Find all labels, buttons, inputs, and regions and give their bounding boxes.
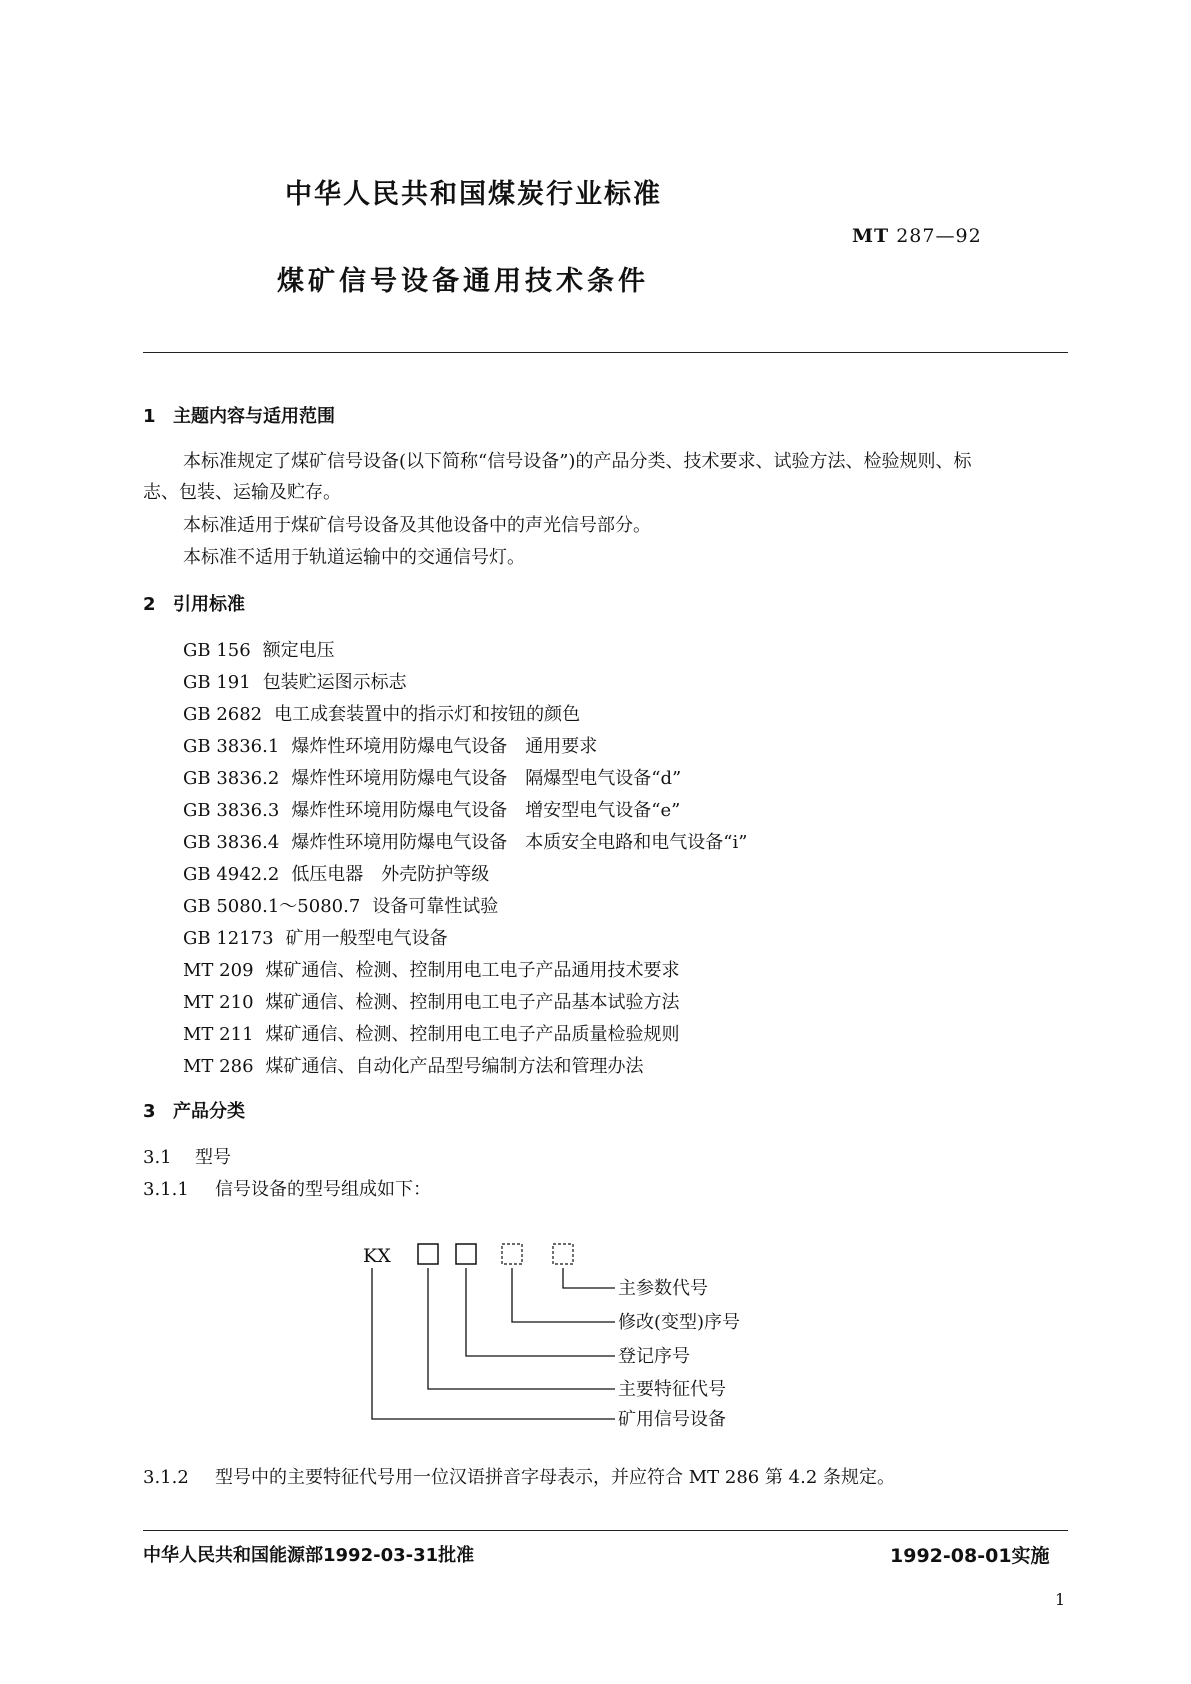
reference-code: GB 3836.3 — [183, 800, 280, 821]
section-1-number: 1 — [143, 406, 156, 427]
section-3-1-2-number: 3.1.2 — [143, 1467, 189, 1488]
reference-code: GB 156 — [183, 640, 251, 661]
approval-line: 中华人民共和国能源部1992-03-31批准 — [143, 1545, 475, 1566]
section-1-para-3: 本标准不适用于轨道运输中的交通信号灯。 — [183, 547, 525, 568]
reference-code: GB 12173 — [183, 928, 274, 949]
section-3-1-2 — [143, 1463, 895, 1489]
reference-code: MT 210 — [183, 992, 254, 1013]
section-1-title: 主题内容与适用范围 — [173, 406, 335, 427]
footer-rule — [143, 1530, 1068, 1531]
reference-title: 爆炸性环境用防爆电气设备 增安型电气设备“e” — [291, 800, 681, 821]
reference-code: MT 211 — [183, 1024, 254, 1045]
leader-line-5 — [372, 1268, 615, 1419]
reference-code: MT 209 — [183, 960, 254, 981]
diagram-label: 主要特征代号 — [618, 1379, 726, 1400]
section-3-1-2-text: 型号中的主要特征代号用一位汉语拼音字母表示，并应符合 MT 286 第 4.2 条规定。 — [215, 1467, 896, 1488]
reference-title: 煤矿通信、检测、控制用电工电子产品质量检验规则 — [265, 1024, 680, 1045]
reference-title: 煤矿通信、检测、控制用电工电子产品基本试验方法 — [265, 992, 680, 1013]
diagram-label: 主参数代号 — [618, 1278, 708, 1299]
code-box-3 — [502, 1244, 522, 1264]
diagram-label: 登记序号 — [618, 1346, 690, 1367]
reference-title: 矿用一般型电气设备 — [285, 928, 448, 949]
reference-code: GB 3836.2 — [183, 768, 280, 789]
reference-title: 电工成套装置中的指示灯和按钮的颜色 — [274, 704, 581, 725]
leader-line-1 — [563, 1268, 615, 1288]
section-1-para-1-line-1: 本标准规定了煤矿信号设备(以下简称“信号设备”)的产品分类、技术要求、试验方法、检验规则、标 — [183, 451, 972, 472]
code-box-2 — [456, 1244, 476, 1264]
leader-line-4 — [428, 1268, 615, 1389]
section-1-para-1-line-2: 志、包装、运输及贮存。 — [143, 482, 341, 503]
reference-title: 爆炸性环境用防爆电气设备 本质安全电路和电气设备“i” — [291, 832, 748, 853]
diagram-prefix: KX — [363, 1245, 391, 1267]
reference-title: 包装贮运图示标志 — [262, 672, 407, 693]
standard-code: 287—92 — [896, 225, 982, 247]
reference-title: 爆炸性环境用防爆电气设备 通用要求 — [291, 736, 598, 757]
implementation-date: 1992-08-01实施 — [890, 1545, 1050, 1567]
section-3-1-1-number: 3.1.1 — [143, 1179, 189, 1200]
section-3-number: 3 — [143, 1101, 156, 1122]
reference-title: 爆炸性环境用防爆电气设备 隔爆型电气设备“d” — [291, 768, 682, 789]
section-3-title: 产品分类 — [173, 1101, 245, 1122]
reference-code: GB 2682 — [183, 704, 263, 725]
diagram-label: 修改(变型)序号 — [618, 1312, 741, 1333]
reference-title: 煤矿通信、自动化产品型号编制方法和管理办法 — [265, 1056, 644, 1077]
document-title: 煤矿信号设备通用技术条件 — [277, 266, 649, 297]
issuing-body-title: 中华人民共和国煤炭行业标准 — [285, 179, 662, 210]
reference-code: GB 3836.4 — [183, 832, 280, 853]
reference-code: GB 5080.1～5080.7 — [183, 896, 361, 917]
section-2-number: 2 — [143, 594, 156, 615]
code-box-1 — [418, 1244, 438, 1264]
standard-prefix: MT — [852, 225, 890, 247]
code-box-4 — [553, 1244, 573, 1264]
reference-title: 额定电压 — [262, 640, 335, 661]
section-3-1-number: 3.1 — [143, 1147, 172, 1168]
reference-code: MT 286 — [183, 1056, 254, 1077]
section-3-1-title: 型号 — [195, 1147, 231, 1168]
reference-title: 设备可靠性试验 — [372, 896, 499, 917]
reference-code: GB 3836.1 — [183, 736, 280, 757]
reference-title: 煤矿通信、检测、控制用电工电子产品通用技术要求 — [265, 960, 680, 981]
section-3-1-1-text: 信号设备的型号组成如下： — [215, 1179, 431, 1200]
leader-line-3 — [466, 1268, 615, 1356]
section-2-title: 引用标准 — [173, 594, 245, 615]
reference-code: GB 4942.2 — [183, 864, 280, 885]
diagram-label: 矿用信号设备 — [618, 1409, 726, 1430]
section-1-para-2: 本标准适用于煤矿信号设备及其他设备中的声光信号部分。 — [183, 515, 651, 536]
reference-title: 低压电器 外壳防护等级 — [291, 864, 490, 885]
reference-code: GB 191 — [183, 672, 251, 693]
page-number: 1 — [1055, 1590, 1066, 1609]
